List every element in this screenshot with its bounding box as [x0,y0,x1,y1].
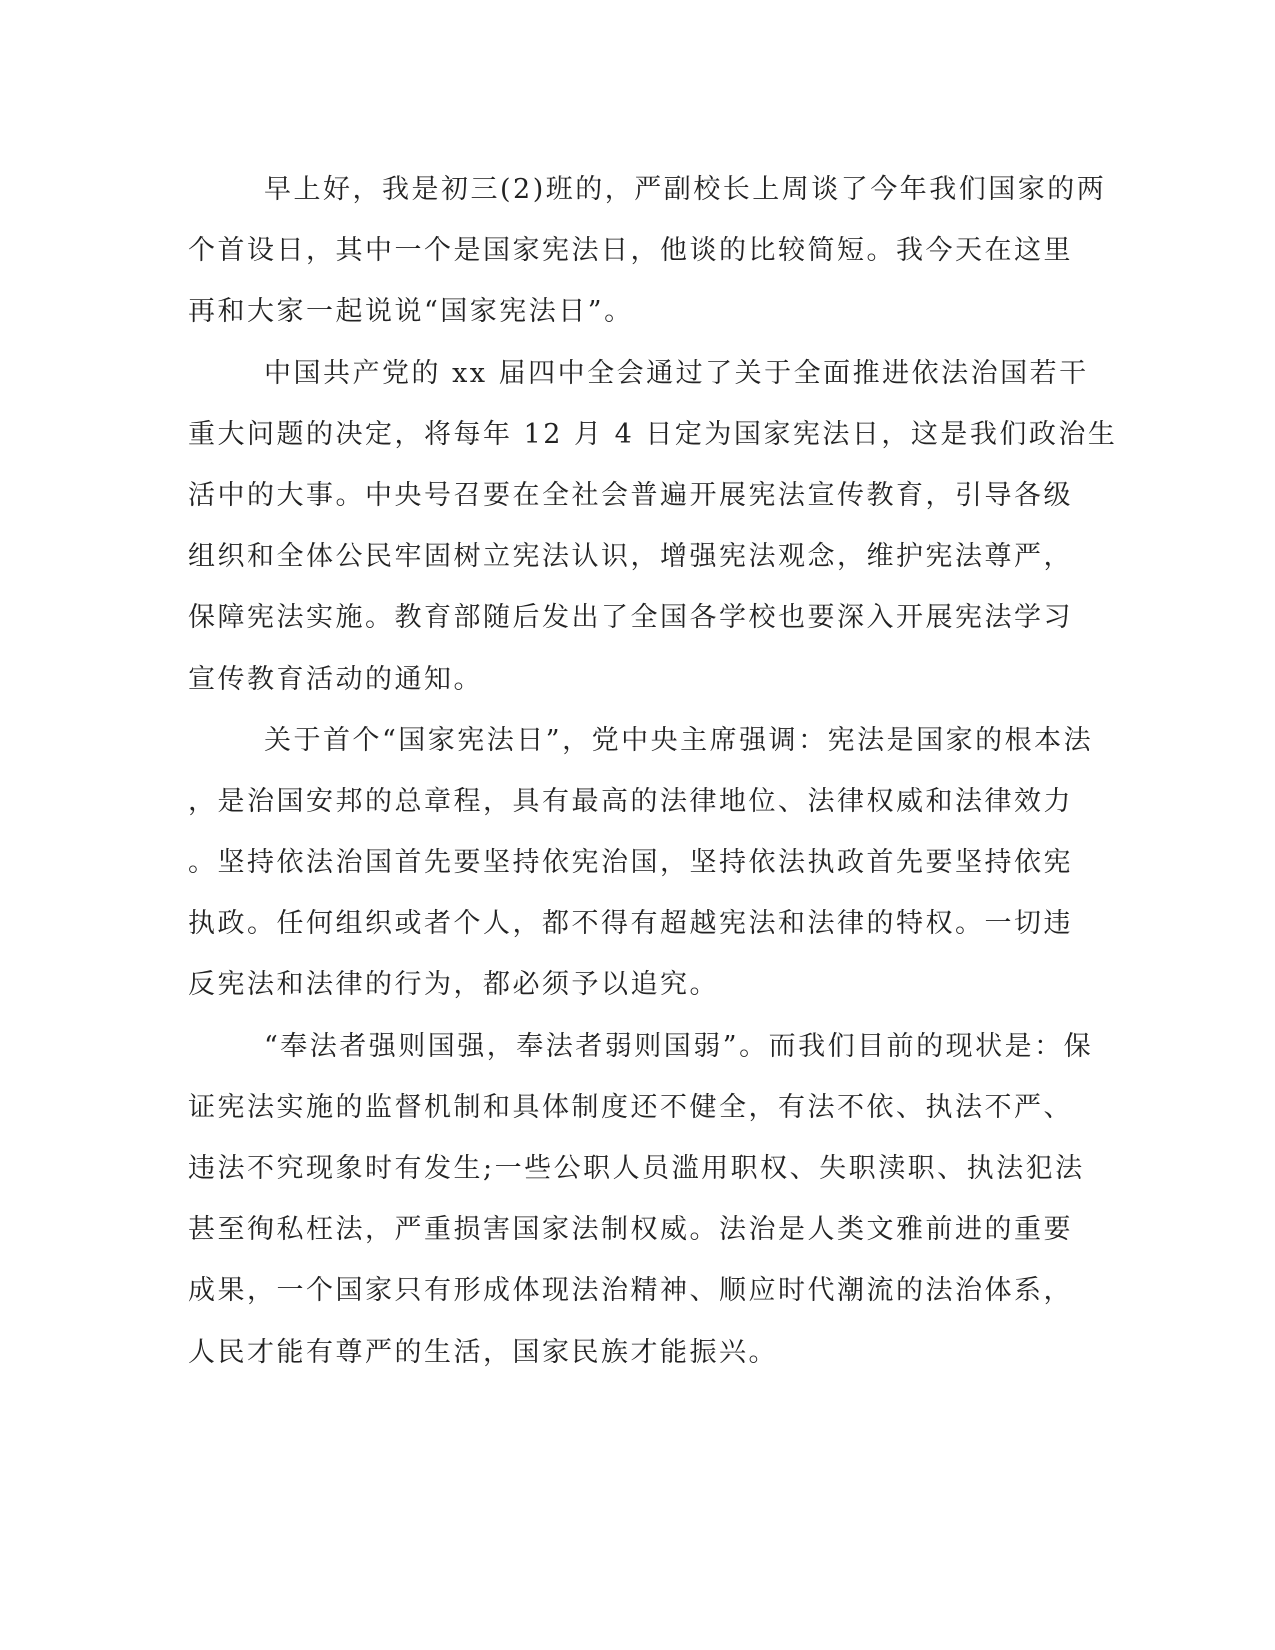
text-line: 证宪法实施的监督机制和具体制度还不健全，有法不依、执法不严、 [188,1091,1073,1123]
text-line: 组织和全体公民牢固树立宪法认识，增强宪法观念，维护宪法尊严， [188,541,1073,573]
paragraph-3 [188,710,1094,1016]
text-line: 甚至徇私枉法，严重损害国家法制权威。法治是人类文雅前进的重要 [188,1214,1073,1246]
text-line: 活中的大事。中央号召要在全社会普遍开展宪法宣传教育，引导各级 [188,479,1073,511]
text-line: 关于首个“国家宪法日”，党中央主席强调：宪法是国家的根本法 [264,724,1094,756]
text-line: ，是治国安邦的总章程，具有最高的法律地位、法律权威和法律效力 [188,785,1073,817]
text-line: 反宪法和法律的行为，都必须予以追究。 [188,969,719,1001]
document-body [188,159,1118,1383]
text-line: 早上好，我是初三(2)班的，严副校长上周谈了今年我们国家的两 [264,174,1107,205]
text-line: 执政。任何组织或者个人，都不得有超越宪法和法律的特权。一切违 [188,908,1073,940]
text-line: 违法不究现象时有发生;一些公职人员滥用职权、失职渎职、执法犯法 [188,1153,1085,1184]
text-line: 宣传教育活动的通知。 [188,663,483,695]
paragraph-1 [188,159,1107,343]
text-line: 中国共产党的 xx 届四中全会通过了关于全面推进依法治国若干 [264,357,1089,389]
text-line: 重大问题的决定，将每年 12 月 4 日定为国家宪法日，这是我们政治生 [188,418,1118,450]
text-line: 保障宪法实施。教育部随后发出了全国各学校也要深入开展宪法学习 [188,602,1073,634]
text-line: 个首设日，其中一个是国家宪法日，他谈的比较简短。我今天在这里 [188,235,1073,267]
text-line: 再和大家一起说说“国家宪法日”。 [188,296,634,328]
text-line: “奉法者强则国强，奉法者弱则国弱”。而我们目前的现状是：保 [264,1030,1094,1062]
text-line: 人民才能有尊严的生活，国家民族才能振兴。 [188,1336,778,1368]
paragraph-4 [188,1016,1094,1383]
paragraph-2 [188,343,1118,710]
text-line: 。坚持依法治国首先要坚持依宪治国，坚持依法执政首先要坚持依宪 [188,847,1073,879]
text-line: 成果，一个国家只有形成体现法治精神、顺应时代潮流的法治体系， [188,1275,1073,1307]
